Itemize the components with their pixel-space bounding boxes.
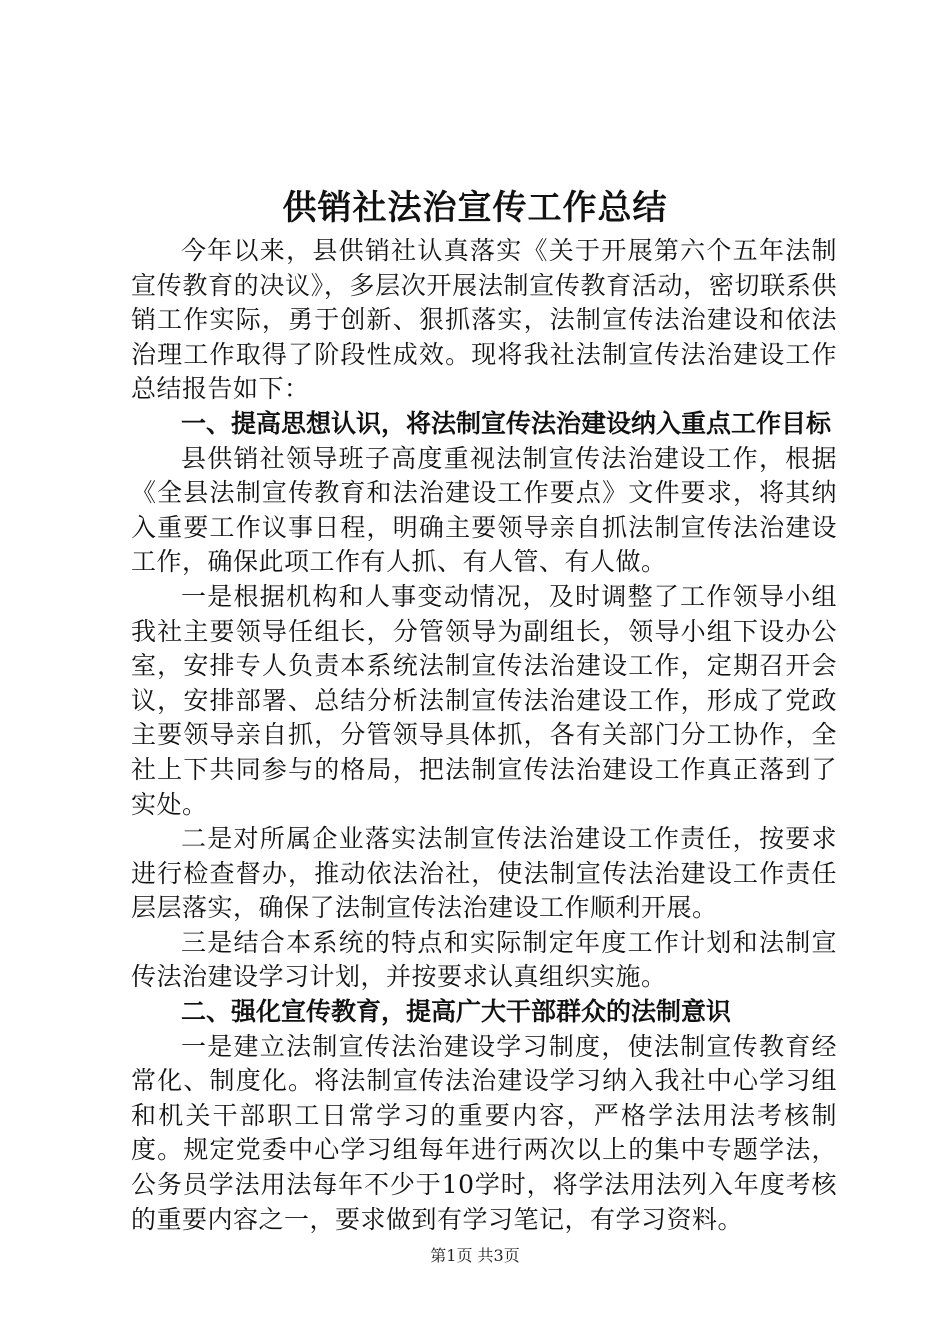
paragraph: 二是对所属企业落实法制宣传法治建设工作责任，按要求进行检查督办，推动依法治社，使法制宣传法治建设工作责任层层落实，确保了法制宣传法治建设工作顺利开展。 <box>131 824 837 923</box>
paragraph-intro: 今年以来，县供销社认真落实《关于开展第六个五年法制宣传教育的决议》，多层次开展法制宣传教育活动，密切联系供销工作实际，勇于创新、狠抓落实，法制宣传法治建设和依法治理工作取得了阶段性成效。现将我社法制宣传法治建设工作总结报告如下： <box>131 236 837 404</box>
section-heading-1: 一、提高思想认识，将法制宣传法治建设纳入重点工作目标 <box>181 408 832 438</box>
document-title: 供销社法治宣传工作总结 <box>282 188 668 228</box>
paragraph: 一是根据机构和人事变动情况，及时调整了工作领导小组我社主要领导任组长，分管领导为副组长，领导小组下设办公室，安排专人负责本系统法制宣传法治建设工作，定期召开会议，安排部署、总结分析法制宣传法治建设工作，形成了党政主要领导亲自抓，分管领导具体抓，各有关部门分工协作，全社上下共同参与的格局，把法制宣传法治建设工作真正落到了实处。 <box>131 581 837 819</box>
document-body <box>131 234 837 1237</box>
paragraph: 一是建立法制宣传法治建设学习制度，使法制宣传教育经常化、制度化。将法制宣传法治建设学习纳入我社中心学习组和机关干部职工日常学习的重要内容，严格学法用法考核制度。规定党委中心学习组每年进行两次以上的集中专题学法，公务员学法用法每年不少于10学时，将学法用法列入年度考核的重要内容之一，要求做到有学习笔记，有学习资料。 <box>131 1031 837 1234</box>
paragraph: 县供销社领导班子高度重视法制宣传法治建设工作，根据《全县法制宣传教育和法治建设工作要点》文件要求，将其纳入重要工作议事日程，明确主要领导亲自抓法制宣传法治建设工作，确保此项工作有人抓、有人管、有人做。 <box>131 443 837 577</box>
page-footer: 第1页 共3页 <box>430 1246 520 1265</box>
section-heading-2: 二、强化宣传教育，提高广大干部群众的法制意识 <box>181 997 732 1027</box>
paragraph: 三是结合本系统的特点和实际制定年度工作计划和法制宣传法治建设学习计划，并按要求认真组织实施。 <box>131 927 837 992</box>
